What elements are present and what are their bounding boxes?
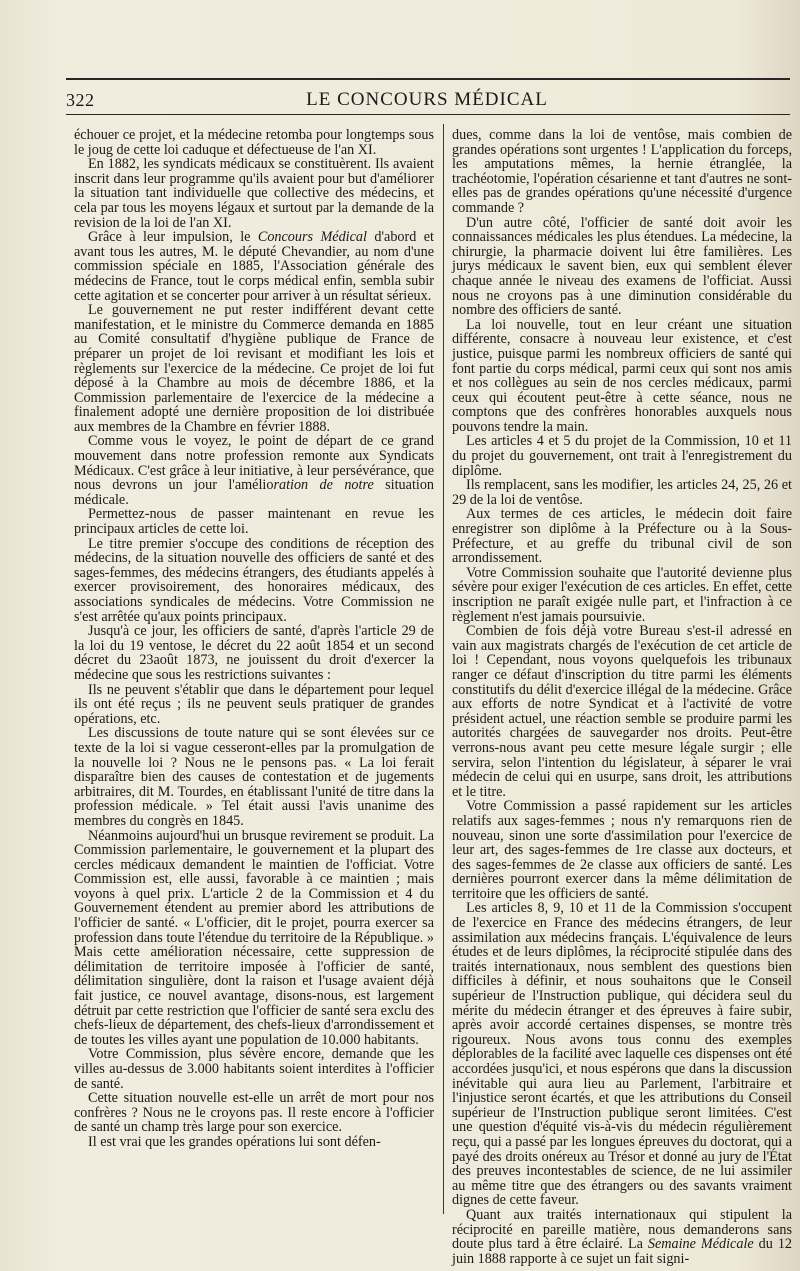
- paragraph: Votre Commission souhaite que l'autorité devienne plus sévère pour exiger l'exécution de ces articles. En effet, cette inscription ne paraît exigée nulle part, et l'infraction à ce règlement n'est jamais poursuivie.: [452, 564, 792, 625]
- paragraph: Les articles 4 et 5 du projet de la Commission, 10 et 11 du projet du gouvernement, ont trait à l'enregistrement du diplôme.: [452, 433, 792, 479]
- paragraph: échouer ce projet, et la médecine retomba pour longtemps sous le joug de cette loi caduque et défectueuse de l'an XI.: [74, 127, 434, 158]
- page-number: 322: [66, 90, 95, 110]
- paragraph: Ils ne peuvent s'établir que dans le département pour lequel ils ont été reçus ; ils ne peuvent seuls pratiquer de grandes opérations, etc.: [74, 681, 434, 727]
- paragraph: Le gouvernement ne put rester indifférent devant cette manifestation, et le ministre du Commerce demanda en 1885 au Comité consultatif d'hygiène publique de France de préparer un projet de loi revisant et modifiant les lois et règlements sur l'exercice de la médecine. Ce projet de loi fut déposé à la Chambre au mois de décembre 1886, et la Commission parlementaire de l'exercice de la médecine a finalement adopté une dernière proposition de loi distribuée aux membres de la Chambre en février 1888.: [74, 302, 434, 435]
- paragraph: dues, comme dans la loi de ventôse, mais combien de grandes opérations sont urgentes ! L'application du forceps, les amputations mêmes, la hernie étranglée, la trachéotomie, l'opération césarienne et tant d'autres ne sont-elles pas de grandes opérations qu'une nécessité d'urgence commande ?: [452, 127, 792, 216]
- italic-term: Semaine Médicale: [647, 1236, 754, 1253]
- paragraph: Quant aux traités internationaux qui stipulent la réciprocité en pareille matière, nous demanderons sans doute plus tard à être éclairé. La Semaine Médicale du 12 juin 1888 rapporte à ce sujet un fait signi-: [452, 1206, 792, 1267]
- running-title: LE CONCOURS MÉDICAL: [306, 89, 548, 110]
- paragraph: Votre Commission, plus sévère encore, demande que les villes au-dessus de 3.000 habitants soient interdites à l'officier de santé.: [74, 1046, 434, 1092]
- paragraph: Les discussions de toute nature qui se sont élevées sur ce texte de la loi si vague cesseront-elles par la promulgation de la nouvelle loi ? Nous ne le pensons pas. « La loi ferait disparaître bien des causes de contestation et de jugements arbitraires, dit M. Tourdes, en établissant l'unité de titre dans la profession médicale. » Tel était aussi l'avis unanime des membres du congrès en 1845.: [74, 725, 434, 829]
- paragraph: Grâce à leur impulsion, le Concours Médical d'abord et avant tous les autres, M. le député Chevandier, au nom d'une commission spéciale en 1885, l'Association générale des médecins de France, tout le corps médical enfin, sembla subir cette agitation et se concerter pour arriver à un résultat sérieux.: [74, 229, 434, 304]
- paragraph: Ils remplacent, sans les modifier, les articles 24, 25, 26 et 29 de la loi de ventôse.: [452, 477, 792, 508]
- paragraph: Le titre premier s'occupe des conditions de réception des médecins, de la situation nouvelle des officiers de santé et des sages-femmes, des médecins étrangers, des étudiants appelés à exercer provisoirement, des honoraires médicaux, des associations syndicales de médecins. Votre Commission ne s'est arrêtée qu'aux points principaux.: [74, 535, 434, 625]
- top-rule: [66, 78, 790, 80]
- paragraph: Comme vous le voyez, le point de départ de ce grand mouvement dans notre profession remonte aux Syndicats Médicaux. C'est grâce à leur initiative, à leur persévérance, que nous devrons un jour l'amélioration de notre situation médicale.: [74, 433, 435, 508]
- paragraph: Combien de fois déjà votre Bureau s'est-il adressé en vain aux magistrats chargés de l'exécution de cet article de loi ! Cependant, nous voyons quelquefois les tribunaux ranger ce défaut d'inscription du titre parmi les éléments constitutifs du délit d'exercice illégal de la médecine. Grâce aux efforts de notre Syndicat et à l'activité de votre président actuel, une réaction semble se produire parmi les autorités chargées de sauvegarder nos droits. Peut-être verrons-nous avant peu cette mesure légale surgir ; elle servira, selon l'intention du législateur, à séparer le vrai médecin de celui qui en usurpe, sans droit, les attributions et le titre.: [452, 623, 792, 800]
- paragraph: En 1882, les syndicats médicaux se constituèrent. Ils avaient inscrit dans leur programme qu'ils avaient pour but d'améliorer la situation tant individuelle que collective des médecins, et cela par tous les moyens légaux et surtout par la demande de la revision de la loi de l'an XI.: [74, 156, 434, 231]
- page-header: [66, 86, 788, 116]
- paragraph: Cette situation nouvelle est-elle un arrêt de mort pour nos confrères ? Nous ne le croyons pas. Il reste encore à l'officier de santé un champ très large pour son exercice.: [74, 1090, 434, 1136]
- paragraph: D'un autre côté, l'officier de santé doit avoir les connaissances médicales les plus étendues. La médecine, la chirurgie, la pharmacie doivent lui être familières. Les jurys médicaux le savent bien, eux qui semblent élever chaque année le niveau des examens de l'officiat. Aussi nous ne croyons pas à une diminution considérable du nombre des officiers de santé.: [452, 214, 792, 319]
- paragraph: Aux termes de ces articles, le médecin doit faire enregistrer son diplôme à la Préfecture ou à la Sous-Préfecture, et au greffe du tribunal civil de son arrondissement.: [452, 506, 792, 567]
- paragraph: Néanmoins aujourd'hui un brusque revirement se produit. La Commission parlementaire, le gouvernement et la plupart des cercles médicaux demandent le maintien de l'officiat. Votre Commission est, elle aussi, favorable à ce maintien ; mais voyons à quel prix. L'article 2 de la Commission et 4 du Gouvernement étendent au premier abord les attributions de l'officier de santé. « L'officier, dit le projet, pourra exercer sa profession dans toute l'étendue du territoire de la République. » Mais cette amélioration nécessaire, cette suppression de délimitation de territoire imposée à l'officier de santé, délimitation singulière, dont la raison et l'usage avaient déjà fait justice, ce nouvel avantage, disons-nous, est largement détruit par cette restriction que l'officier de santé sera exclu des chefs-lieux de département, des chefs-lieux d'arrondissement et de toutes les villes ayant une population de 10.000 habitants.: [74, 827, 434, 1048]
- right-column: [452, 127, 792, 1267]
- paragraph: Permettez-nous de passer maintenant en revue les principaux articles de cette loi.: [74, 506, 434, 538]
- header-rule: [66, 114, 790, 115]
- italic-term: ration de notre: [273, 477, 374, 494]
- left-column: [74, 128, 434, 1213]
- italic-term: Concours Médical: [257, 229, 367, 246]
- paragraph: La loi nouvelle, tout en leur créant une situation différente, consacre à nouveau leur existence, et c'est justice, puisque parmi les nombreux officiers de santé qui font partie du corps médical, parmi ceux qui sont nos amis et nos collègues au sein de nos cercles médicaux, parmi ceux qui écoutent peut-être à cette séance, nous ne comptons que des confrères honorables auxquels nous pouvons tendre la main.: [452, 316, 792, 435]
- column-divider: [443, 124, 444, 1214]
- paragraph: Votre Commission a passé rapidement sur les articles relatifs aux sages-femmes ; nous n'y remarquons rien de nouveau, sinon une sorte d'assimilation pour l'exercice de leur art, des sages-femmes de 1re classe aux docteurs, et des sages-femmes de 2e classe aux officiers de santé. Les dernières pourront exercer dans la même délimitation de territoire que les officiers de santé.: [452, 798, 792, 902]
- paragraph: Les articles 8, 9, 10 et 11 de la Commission s'occupent de l'exercice en France des médecins étrangers, de leur assimilation aux médecins français. L'équivalence de leurs études et de leurs diplômes, la réciprocité stipulée dans des traités internationaux, nous semblent des questions bien difficiles à définir, et nous souhaitons que le Conseil supérieur de l'Instruction publique, qui décidera seul du mérite du médecin étranger et des épreuves à faire subir, après avoir accordé certaines dispenses, se montre très rigoureux. Nous avons tous connu des exemples déplorables de la facilité avec laquelle ces dispenses ont été accordées jusqu'ici, et nous espérons que dans la discussion inévitable qui aura lieu au Parlement, l'arbitraire et l'injustice seront écartés, et que les attributions du Conseil supérieur de l'Instruction publique seront limitées. C'est une question d'équité vis-à-vis du médecin régulièrement reçu, qui a passé par les longues épreuves du doctorat, qui a payé des droits onéreux au Trésor et donné au jury de l'État des preuves incontestables de science, de ne lui assimiler au même titre que des étrangers ou des savants vraiment dignes de cette faveur.: [452, 900, 792, 1209]
- paragraph: Jusqu'à ce jour, les officiers de santé, d'après l'article 29 de la loi du 19 ventose, le décret du 22 août 1854 et un second décret du 23août 1873, ne jouissent du droit d'exercer la médecine que sous les restrictions suivantes :: [74, 623, 434, 683]
- paragraph: Il est vrai que les grandes opérations lui sont défen-: [88, 1133, 381, 1150]
